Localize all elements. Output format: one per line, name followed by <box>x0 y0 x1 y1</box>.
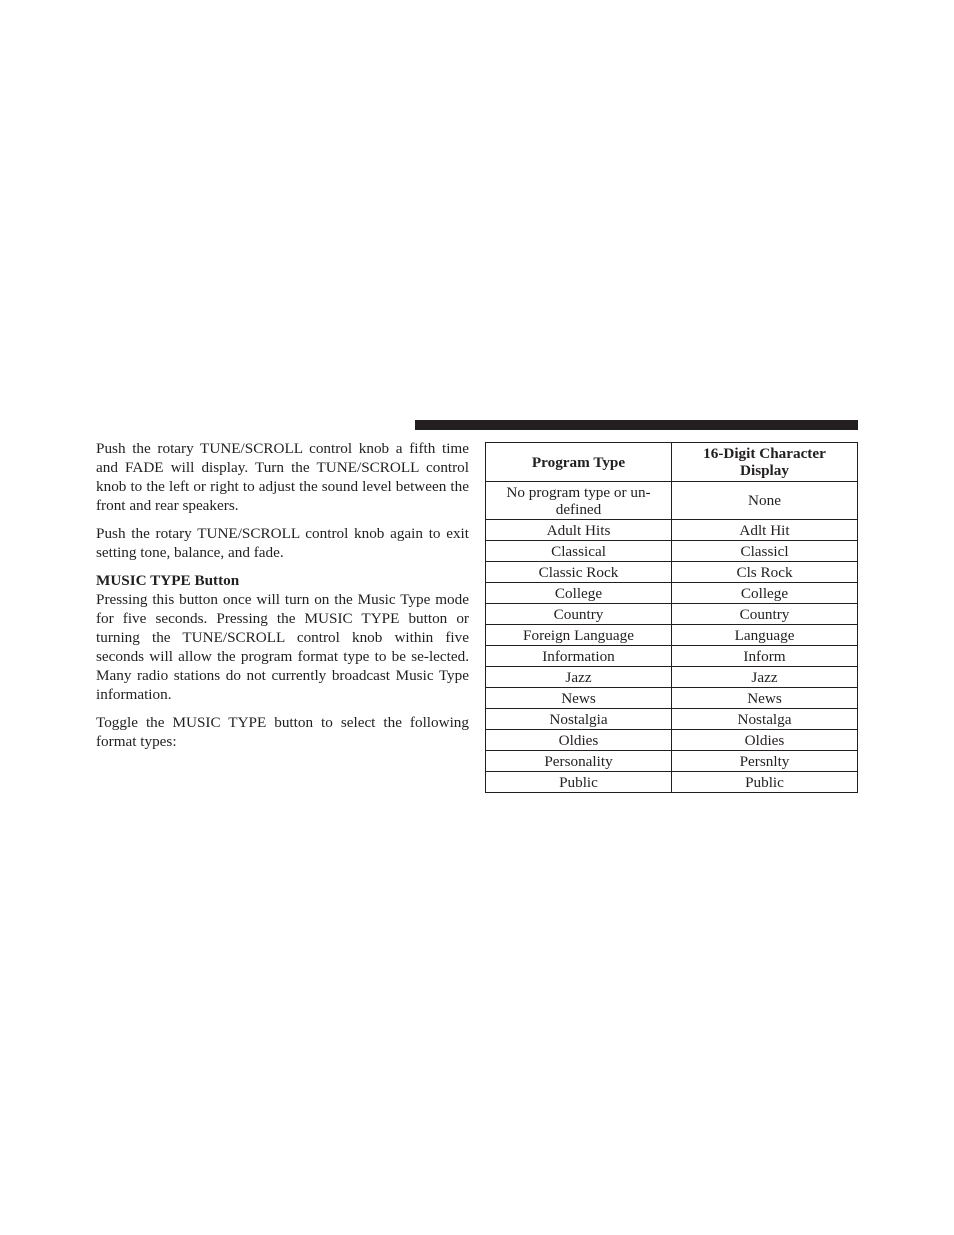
body-text-column <box>96 439 469 751</box>
display-cell: Adlt Hit <box>672 520 858 541</box>
program-type-table <box>485 442 858 793</box>
program-type-cell: No program type or un-defined <box>486 482 672 520</box>
display-cell: Oldies <box>672 730 858 751</box>
header-character-display: 16-Digit Character Display <box>672 443 858 482</box>
display-cell: Jazz <box>672 667 858 688</box>
program-type-cell: Classical <box>486 541 672 562</box>
paragraph-toggle: Toggle the MUSIC TYPE button to select the following format types: <box>96 714 469 750</box>
music-type-heading: MUSIC TYPE Button <box>96 572 240 589</box>
table-row <box>486 583 858 604</box>
display-cell: Public <box>672 772 858 793</box>
display-cell: College <box>672 583 858 604</box>
program-type-cell: Information <box>486 646 672 667</box>
table-row <box>486 751 858 772</box>
paragraph-fade: Push the rotary TUNE/SCROLL control knob a fifth time and FADE will display. Turn the TUNE/SCROLL control knob to the left or right to adjust the sound level between the front and rear speakers. <box>96 440 469 514</box>
display-cell: News <box>672 688 858 709</box>
paragraph-exit: Push the rotary TUNE/SCROLL control knob again to exit setting tone, balance, and fade. <box>96 525 469 561</box>
program-type-cell: Personality <box>486 751 672 772</box>
table-row <box>486 667 858 688</box>
table-row <box>486 482 858 520</box>
table-row <box>486 625 858 646</box>
display-cell: Language <box>672 625 858 646</box>
display-cell: Country <box>672 604 858 625</box>
display-cell: Cls Rock <box>672 562 858 583</box>
program-type-cell: College <box>486 583 672 604</box>
program-type-cell: News <box>486 688 672 709</box>
table-row <box>486 520 858 541</box>
table-row <box>486 730 858 751</box>
section-header-bar <box>415 420 858 430</box>
display-cell: Nostalga <box>672 709 858 730</box>
program-type-cell: Oldies <box>486 730 672 751</box>
paragraph-music-type: Pressing this button once will turn on the Music Type mode for five seconds. Pressing the MUSIC TYPE button or turning the TUNE/SCROLL control knob within five seconds will allow the program format type to be se-lected. Many radio stations do not currently broadcast Music Type information. <box>96 591 469 703</box>
table-row <box>486 772 858 793</box>
display-cell: Persnlty <box>672 751 858 772</box>
header-program-type: Program Type <box>486 443 672 482</box>
display-cell: Inform <box>672 646 858 667</box>
display-cell: None <box>672 482 858 520</box>
table-row <box>486 541 858 562</box>
display-cell: Classicl <box>672 541 858 562</box>
table-row <box>486 604 858 625</box>
table-row <box>486 562 858 583</box>
program-type-cell: Foreign Language <box>486 625 672 646</box>
program-type-cell: Jazz <box>486 667 672 688</box>
table-header-row <box>486 443 858 482</box>
table-row <box>486 709 858 730</box>
table-row <box>486 688 858 709</box>
program-type-cell: Public <box>486 772 672 793</box>
program-type-cell: Adult Hits <box>486 520 672 541</box>
program-type-cell: Classic Rock <box>486 562 672 583</box>
program-type-cell: Nostalgia <box>486 709 672 730</box>
program-type-cell: Country <box>486 604 672 625</box>
table-row <box>486 646 858 667</box>
